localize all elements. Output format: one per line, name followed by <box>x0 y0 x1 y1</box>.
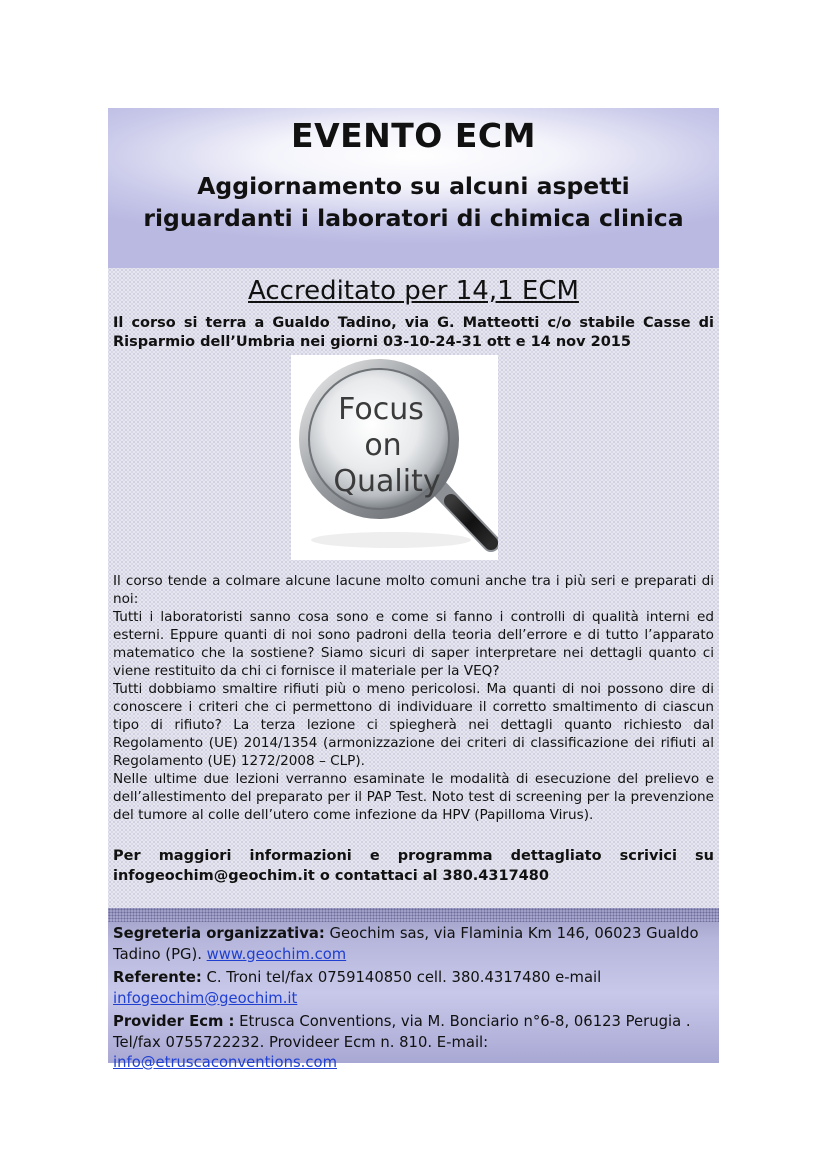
geochim-website-link[interactable]: www.geochim.com <box>206 945 347 963</box>
provider-text: Etrusca Conventions, via M. Bonciario n°6-8, 06123 Perugia . Tel/fax 0755722232. Provideer Ecm n. 810. E-mail: <box>113 1013 691 1051</box>
focus-on-quality-image <box>291 355 498 560</box>
header-banner <box>108 108 719 268</box>
referente-label: Referente: <box>113 969 202 986</box>
subtitle-line-1: Aggiornamento su alcuni aspetti <box>197 172 630 200</box>
referente-block <box>113 968 714 1009</box>
description-paragraph-4: Nelle ultime due lezioni verranno esaminate le modalità di esecuzione del prelievo e dell’allestimento del preparato per il PAP Test. Noto test di screening per la prevenzione del tumore al colle dell’utero come infezione da HPV (Papilloma Virus). <box>113 771 714 823</box>
contact-info <box>113 846 714 886</box>
contact-word: Per <box>113 848 141 864</box>
contact-word: scrivici <box>619 848 677 864</box>
event-title: EVENTO ECM <box>291 116 536 155</box>
magnifying-glass-icon <box>291 355 498 560</box>
provider-email-link[interactable]: info@etruscaconventions.com <box>113 1054 337 1071</box>
segreteria-block <box>113 924 714 965</box>
quality-word: Quality <box>333 464 441 499</box>
referente-text: C. Troni tel/fax 0759140850 cell. 380.4317480 e-mail <box>201 969 602 986</box>
description-paragraph-2: Tutti i laboratoristi sanno cosa sono e come si fanno i controlli di qualità interni ed esterni. Eppure quanti di noi sono padroni della teoria dell’errore e di tutto l’apparato matematico che la sostiene? Siamo sicuri di saper interpretare nei dettagli quanto ci viene restituito da chi ci fornisce il materiale per la VEQ? <box>113 609 714 679</box>
contact-line-1 <box>113 846 714 866</box>
accreditation-heading: Accreditato per 14,1 ECM <box>248 276 579 306</box>
course-description <box>113 572 714 824</box>
footer-panel <box>108 908 719 1071</box>
contact-word: dettagliato <box>510 848 602 864</box>
contact-word: informazioni <box>249 848 352 864</box>
segreteria-label: Segreteria organizzativa: <box>113 925 325 942</box>
contact-word: maggiori <box>158 848 232 864</box>
description-paragraph-1: Il corso tende a colmare alcune lacune molto comuni anche tra i più seri e preparati di noi: <box>113 573 714 607</box>
on-word: on <box>364 428 402 463</box>
contact-line-2: infogeochim@geochim.it o contattaci al 380.4317480 <box>113 868 549 884</box>
location-text: Il corso si terra a Gualdo Tadino, via G. Matteotti c/o stabile Casse di Risparmio dell’Umbria nei giorni 03-10-24-31 ott e 14 nov 2015 <box>113 315 714 350</box>
contact-word: e <box>369 848 380 864</box>
contact-word: programma <box>397 848 493 864</box>
contact-word: su <box>695 848 714 864</box>
footer-content <box>113 924 714 1077</box>
event-subtitle <box>108 170 719 234</box>
flyer <box>108 108 719 1071</box>
subtitle-line-2: riguardanti i laboratori di chimica clinica <box>143 204 684 232</box>
focus-word: Focus <box>338 392 424 427</box>
provider-label: Provider Ecm : <box>113 1013 235 1030</box>
footer-texture <box>108 908 719 922</box>
referente-email-link[interactable]: infogeochim@geochim.it <box>113 989 298 1007</box>
segreteria-text: Geochim sas, via Flaminia Km 146, 06023 Gualdo Tadino (PG). <box>113 925 699 963</box>
provider-block <box>113 1012 714 1074</box>
description-paragraph-3: Tutti dobbiamo smaltire rifiuti più o meno pericolosi. Ma quanti di noi possono dire di conoscere i criteri che ci permettono di individuare il corretto smaltimento di ciascun tipo di rifiuto? La terza lezione ci spiegherà nei dettagli quanto richiesto dal Regolamento (UE) 2014/1354 (armonizzazione dei criteri di classificazione dei rifiuti al Regolamento (UE) 1272/2008 – CLP). <box>113 681 714 769</box>
